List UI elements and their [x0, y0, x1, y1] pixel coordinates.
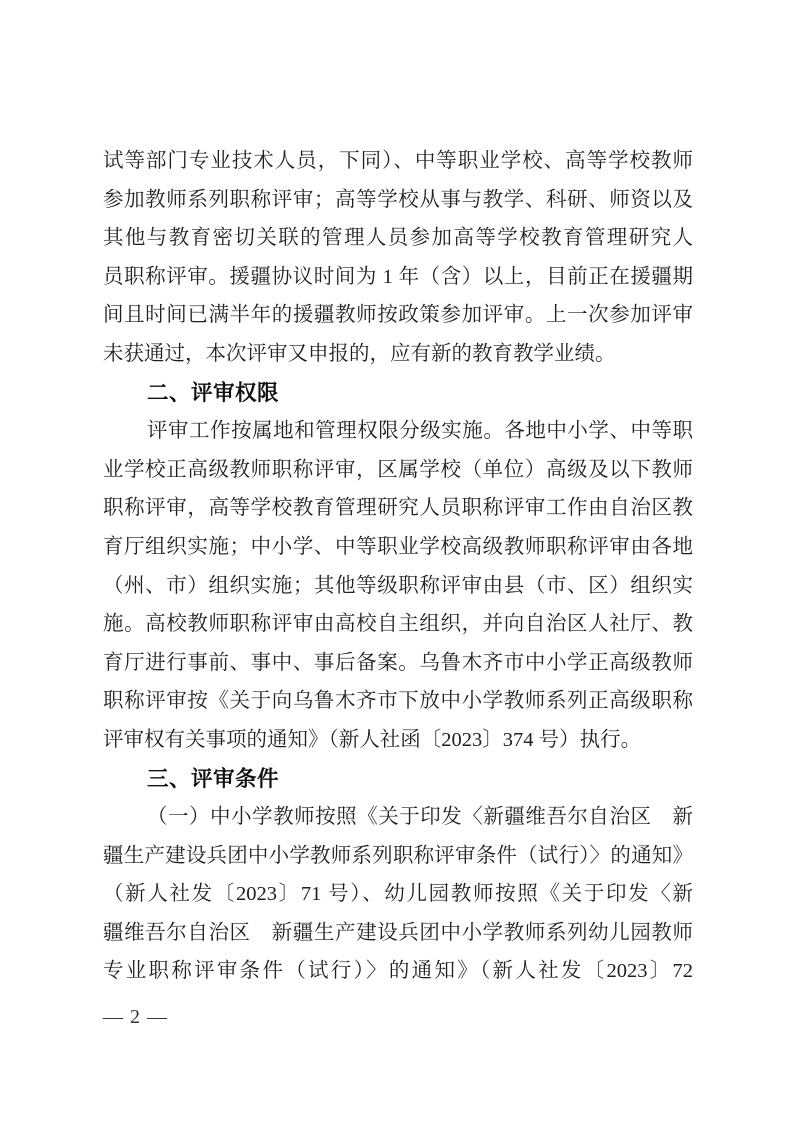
- text-line: 评审权有关事项的通知》（新人社函〔2023〕374 号）执行。: [103, 728, 642, 751]
- section-heading-review-conditions: 三、评审条件: [147, 766, 280, 791]
- section-heading-review-authority: 二、评审权限: [147, 380, 280, 405]
- paragraph-review-conditions: [103, 798, 693, 991]
- text-line: 试等部门专业技术人员，下同）、中等职业学校、高等学校教师: [103, 150, 693, 172]
- text-line: 施。高校教师职称评审由高校自主组织，并向自治区人社厅、教: [103, 613, 693, 636]
- text-line: （一）中小学教师按照《关于印发〈新疆维吾尔自治区 新: [147, 806, 693, 829]
- text-line: 职称评审，高等学校教育管理研究人员职称评审工作由自治区教: [103, 497, 693, 520]
- text-line: 育厅进行事前、事中、事后备案。乌鲁木齐市中小学正高级教师: [103, 651, 693, 674]
- text-line: 专业职称评审条件（试行）〉的通知》（新人社发〔2023〕72: [103, 960, 693, 983]
- text-line: 员职称评审。援疆协议时间为 1 年（含）以上，目前正在援疆期: [103, 265, 693, 288]
- paragraph-review-authority: [103, 412, 693, 759]
- text-line: 间且时间已满半年的援疆教师按政策参加评审。上一次参加评审: [103, 304, 693, 327]
- text-line: 育厅组织实施；中小学、中等职业学校高级教师职称评审由各地: [103, 535, 693, 558]
- text-line: 参加教师系列职称评审；高等学校从事与教学、科研、师资以及: [103, 188, 693, 211]
- text-line: （新人社发〔2023〕71 号）、幼儿园教师按照《关于印发〈新: [103, 883, 693, 906]
- text-line: 未获通过，本次评审又申报的，应有新的教育教学业绩。: [103, 342, 616, 365]
- text-line: 评审工作按属地和管理权限分级实施。各地中小学、中等职: [147, 420, 693, 443]
- text-line: （州、市）组织实施；其他等级职称评审由县（市、区）组织实: [103, 574, 693, 597]
- page-number: — 2 —: [103, 1006, 168, 1028]
- text-line: 疆生产建设兵团中小学教师系列职称评审条件（试行）〉的通知》: [103, 844, 693, 867]
- paragraph-scope-continuation: [103, 142, 693, 374]
- text-line: 职称评审按《关于向乌鲁木齐市下放中小学教师系列正高级职称: [103, 690, 693, 713]
- text-line: 业学校正高级教师职称评审，区属学校（单位）高级及以下教师: [103, 458, 693, 481]
- text-line: 其他与教育密切关联的管理人员参加高等学校教育管理研究人: [103, 227, 693, 250]
- document-body: [103, 142, 693, 991]
- text-line: 疆维吾尔自治区 新疆生产建设兵团中小学教师系列幼儿园教师: [103, 921, 693, 944]
